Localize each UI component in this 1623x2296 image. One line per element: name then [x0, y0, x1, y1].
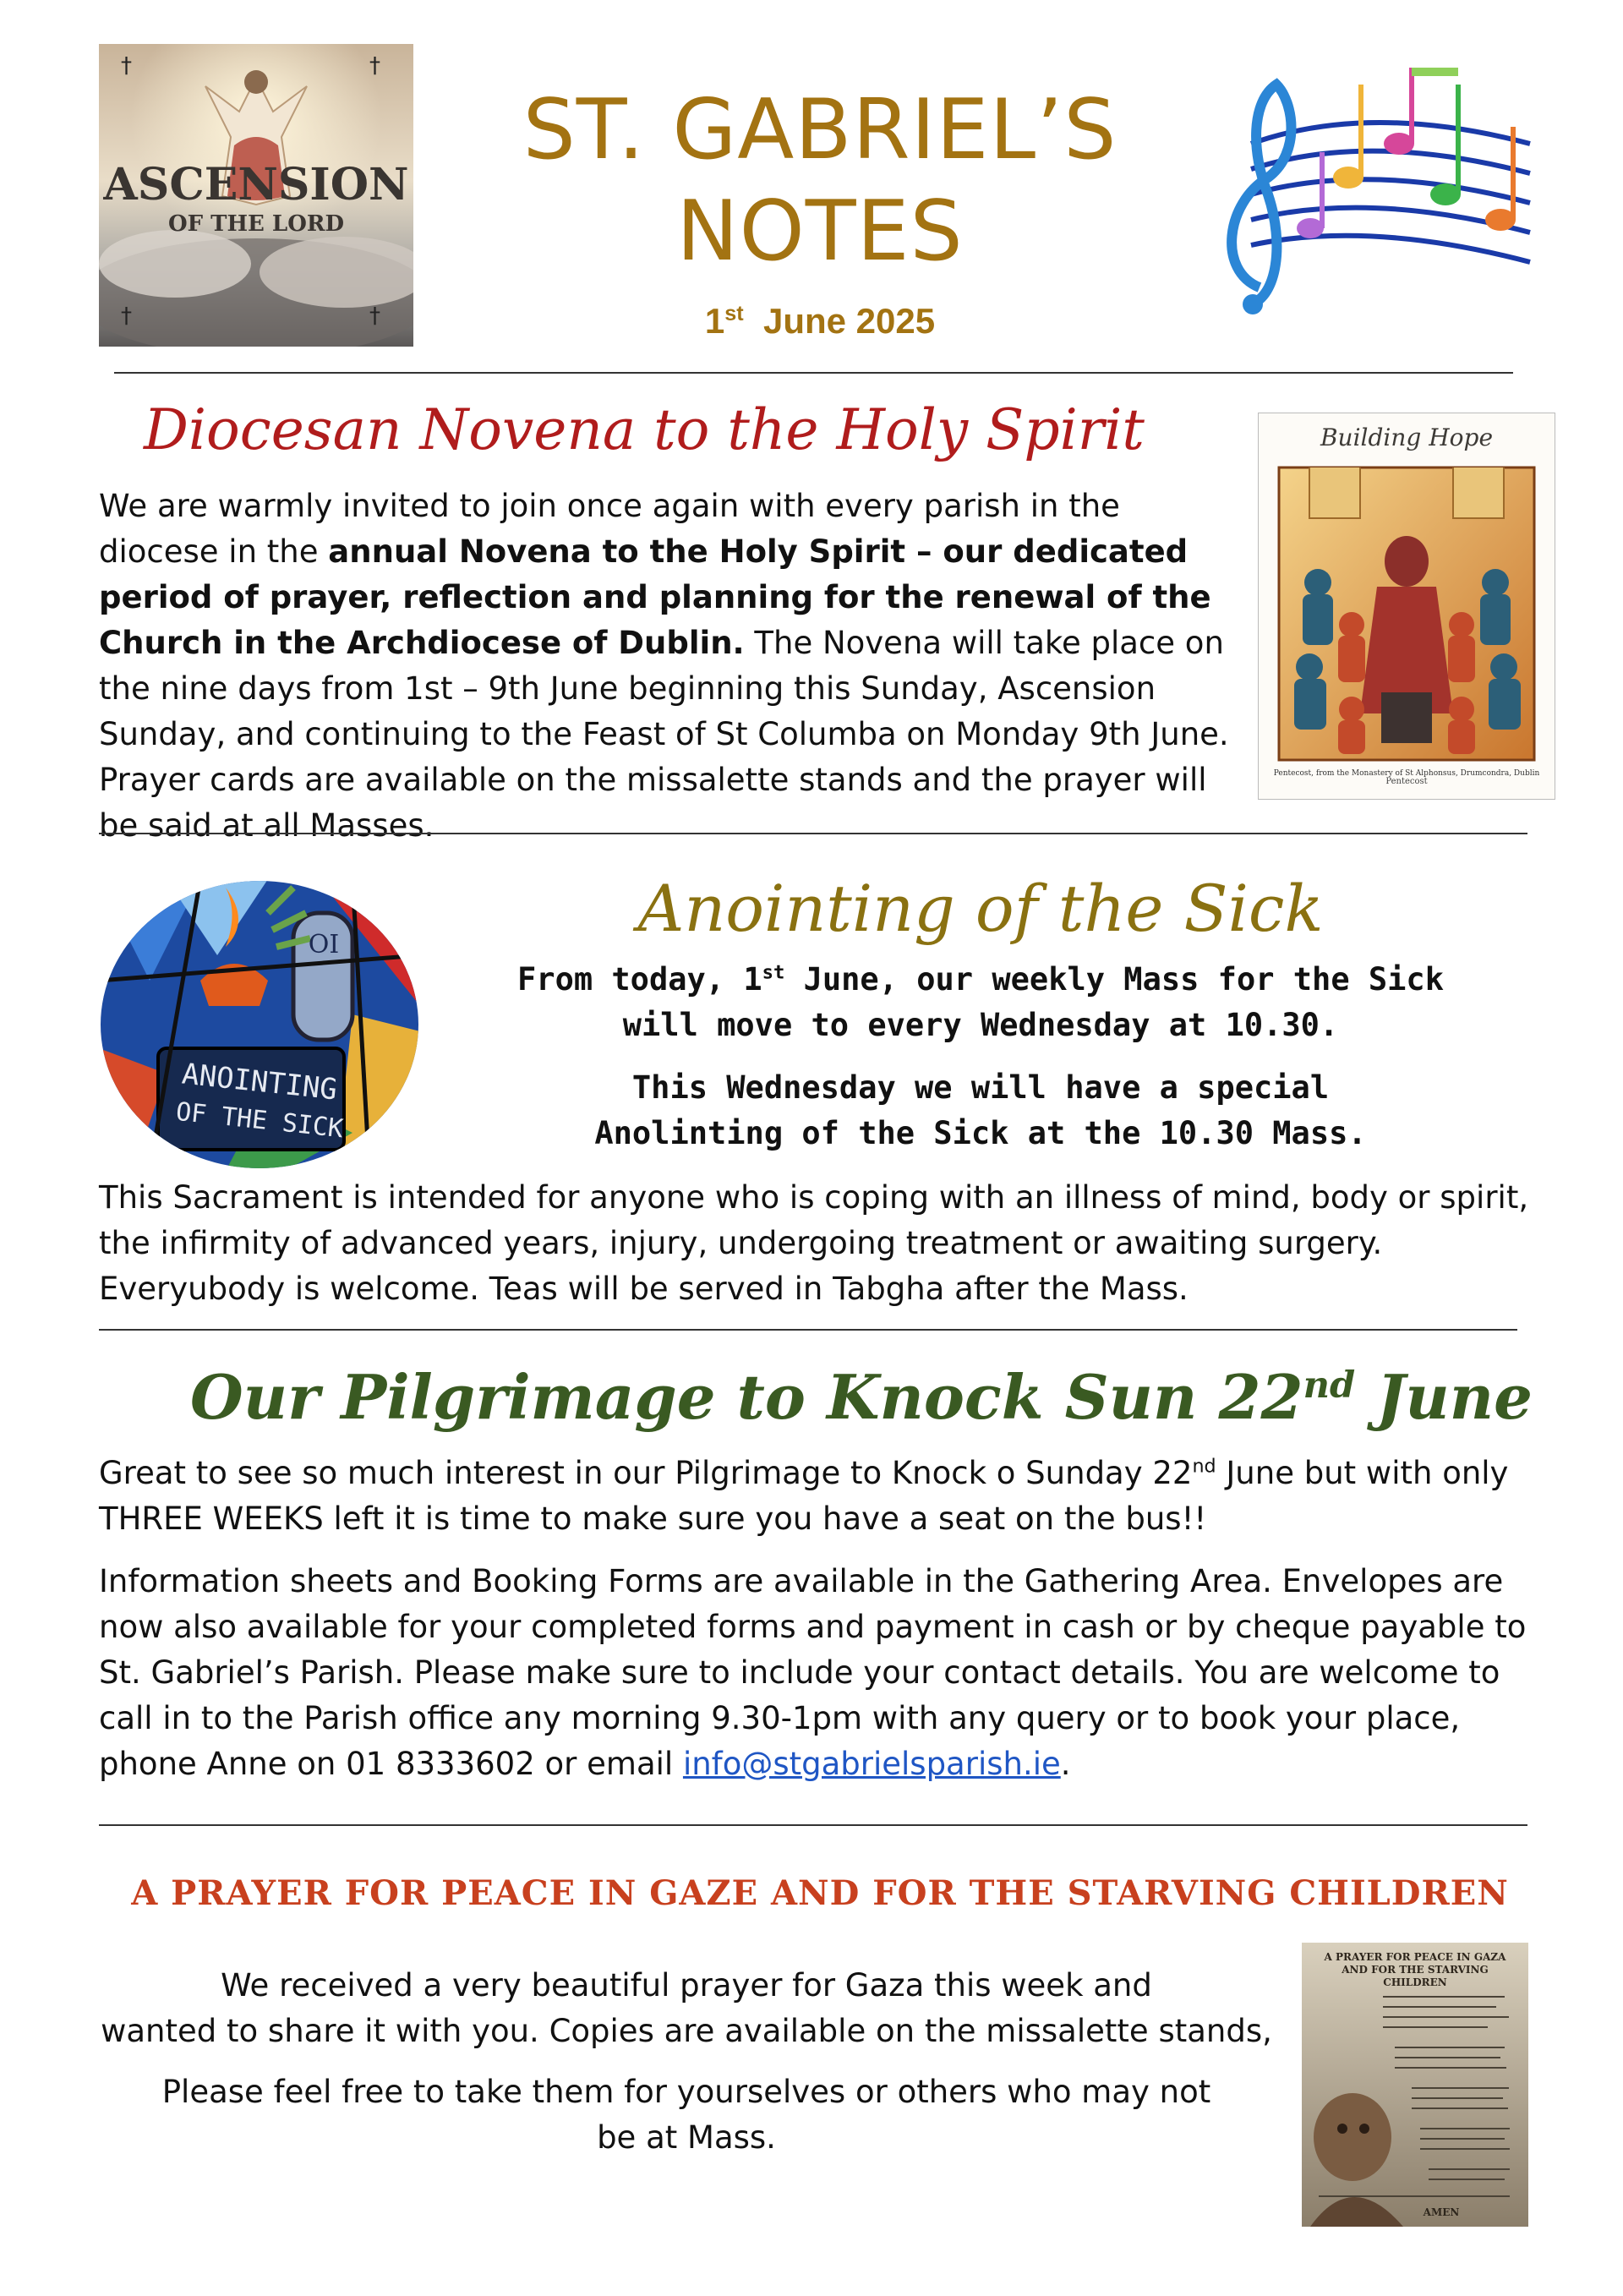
building-hope-image [1258, 413, 1555, 800]
prayer-line2: wanted to share it with you. Copies are available on the missalette stands, [101, 2013, 1272, 2049]
knock-p1-sup: nd [1192, 1455, 1216, 1478]
knock-p2-end: . [1060, 1746, 1071, 1782]
music-notes-image [1200, 51, 1538, 342]
anointing-line1-sup: st [762, 961, 785, 984]
novena-text-end: The Novena will take place on the nine days from 1st – 9th June beginning this Sunday, Ascension Sunday, and continuing to the Feast of St Columba on Monday 9th June. Prayer cards are available on the missalette stands and the prayer will be said at all Masses. [99, 625, 1229, 844]
prayer-line1: We received a very beautiful prayer for Gaza this week and [221, 1967, 1152, 2004]
knock-divider [99, 1824, 1527, 1826]
prayer-text-block2 [99, 2069, 1274, 2161]
prayer-text-block1 [99, 1963, 1274, 2054]
anointing-line1-end: June, our weekly Mass for the Sick [784, 961, 1444, 998]
date-suffix: st [724, 302, 744, 325]
anointing-line3: This Wednesday we will have a special [631, 1069, 1330, 1106]
knock-paragraph-2 [99, 1559, 1536, 1787]
newsletter-title-line2: NOTES [676, 183, 964, 280]
knock-p1-start: Great to see so much interest in our Pilgrimage to Knock o Sunday 22 [99, 1455, 1193, 1491]
ascension-image-subtitle: OF THE LORD [167, 211, 345, 237]
svg-text:†: † [121, 53, 132, 79]
knock-p1-end: June but with only THREE WEEKS left it is time to make sure you have a seat on the bus!! [99, 1455, 1509, 1537]
gaza-prayer-image [1302, 1943, 1528, 2227]
knock-paragraph-1 [99, 1451, 1536, 1542]
svg-text:†: † [121, 303, 132, 329]
prayer-line4: be at Mass. [597, 2119, 776, 2156]
building-hope-title: Building Hope [1320, 424, 1494, 451]
anointing-image-jar-text: OI [308, 930, 340, 959]
ascension-image-title: ASCENSION [103, 159, 409, 210]
prayer-line3: Please feel free to take them for yourselves or others who may not [161, 2074, 1211, 2110]
anointing-line1-start: From today, 1 [517, 961, 762, 998]
email-link[interactable]: info@stgabrielsparish.ie [682, 1746, 1061, 1782]
header-divider [114, 372, 1513, 374]
building-hope-caption: Pentecost, from the Monastery of St Alphonsus, Drumcondra, Dublin [1273, 769, 1540, 778]
newsletter-date [456, 301, 1183, 342]
knock-heading-sup: nd [1303, 1364, 1356, 1407]
anointing-line4: Anolinting of the Sick at the 10.30 Mass. [594, 1115, 1367, 1151]
anointing-line2: will move to every Wednesday at 10.30. [622, 1007, 1339, 1043]
novena-text-start: We are warmly invited to join once again with every parish in the diocese in the [99, 488, 1120, 570]
ascension-image [99, 44, 413, 347]
anointing-image-text2: OF THE SICK [174, 1096, 345, 1145]
date-day: 1 [704, 301, 725, 341]
svg-text:Pentecost: Pentecost [1385, 777, 1428, 786]
gaza-prayer-image-amen: AMEN [1423, 2206, 1460, 2218]
anointing-line1 [473, 957, 1488, 1003]
novena-heading: Diocesan Novena to the Holy Spirit [144, 397, 1145, 462]
anointing-divider [99, 1329, 1517, 1331]
date-rest: June 2025 [762, 301, 936, 341]
gaza-prayer-image-title: A PRAYER FOR PEACE IN GAZA AND FOR THE STARVING CHILDREN [1324, 1951, 1506, 1988]
knock-heading [190, 1361, 1533, 1433]
anointing-announcement [473, 957, 1488, 1156]
anointing-image-text1: ANOINTING [180, 1057, 339, 1107]
knock-p2-text: Information sheets and Booking Forms are available in the Gathering Area. Envelopes are now also available for your completed forms and payment in cash or by cheque payable to St. Gabriel’s Parish. Please make sure to include your contact details. You are welcome to call in to the Parish office any morning 9.30-1pm with any query or to book your place, phone Anne on 01 8333602 or email [99, 1563, 1527, 1782]
newsletter-title-line1: ST. GABRIEL’S [522, 82, 1118, 178]
anointing-heading: Anointing of the Sick [637, 871, 1324, 946]
novena-divider [99, 833, 1527, 834]
anointing-body: This Sacrament is intended for anyone who is coping with an illness of mind, body or spirit, the infirmity of advanced years, injury, undergoing treatment or awaiting surgery. Everyubody is welcome. Teas will be served in Tabgha after the Mass. [99, 1179, 1529, 1307]
prayer-heading: A PRAYER FOR PEACE IN GAZE AND FOR THE STARVING CHILDREN [131, 1873, 1509, 1913]
novena-paragraph [99, 484, 1236, 849]
knock-heading-start: Our Pilgrimage to Knock Sun 22 [190, 1361, 1303, 1433]
novena-text-bold: annual Novena to the Holy Spirit – our dedicated period of prayer, reflection and planning for the renewal of the Church in the Archdiocese of Dublin. [99, 533, 1211, 661]
svg-text:†: † [369, 303, 380, 329]
svg-text:†: † [369, 53, 380, 79]
anointing-image [99, 879, 420, 1171]
knock-heading-end: June [1355, 1361, 1533, 1433]
